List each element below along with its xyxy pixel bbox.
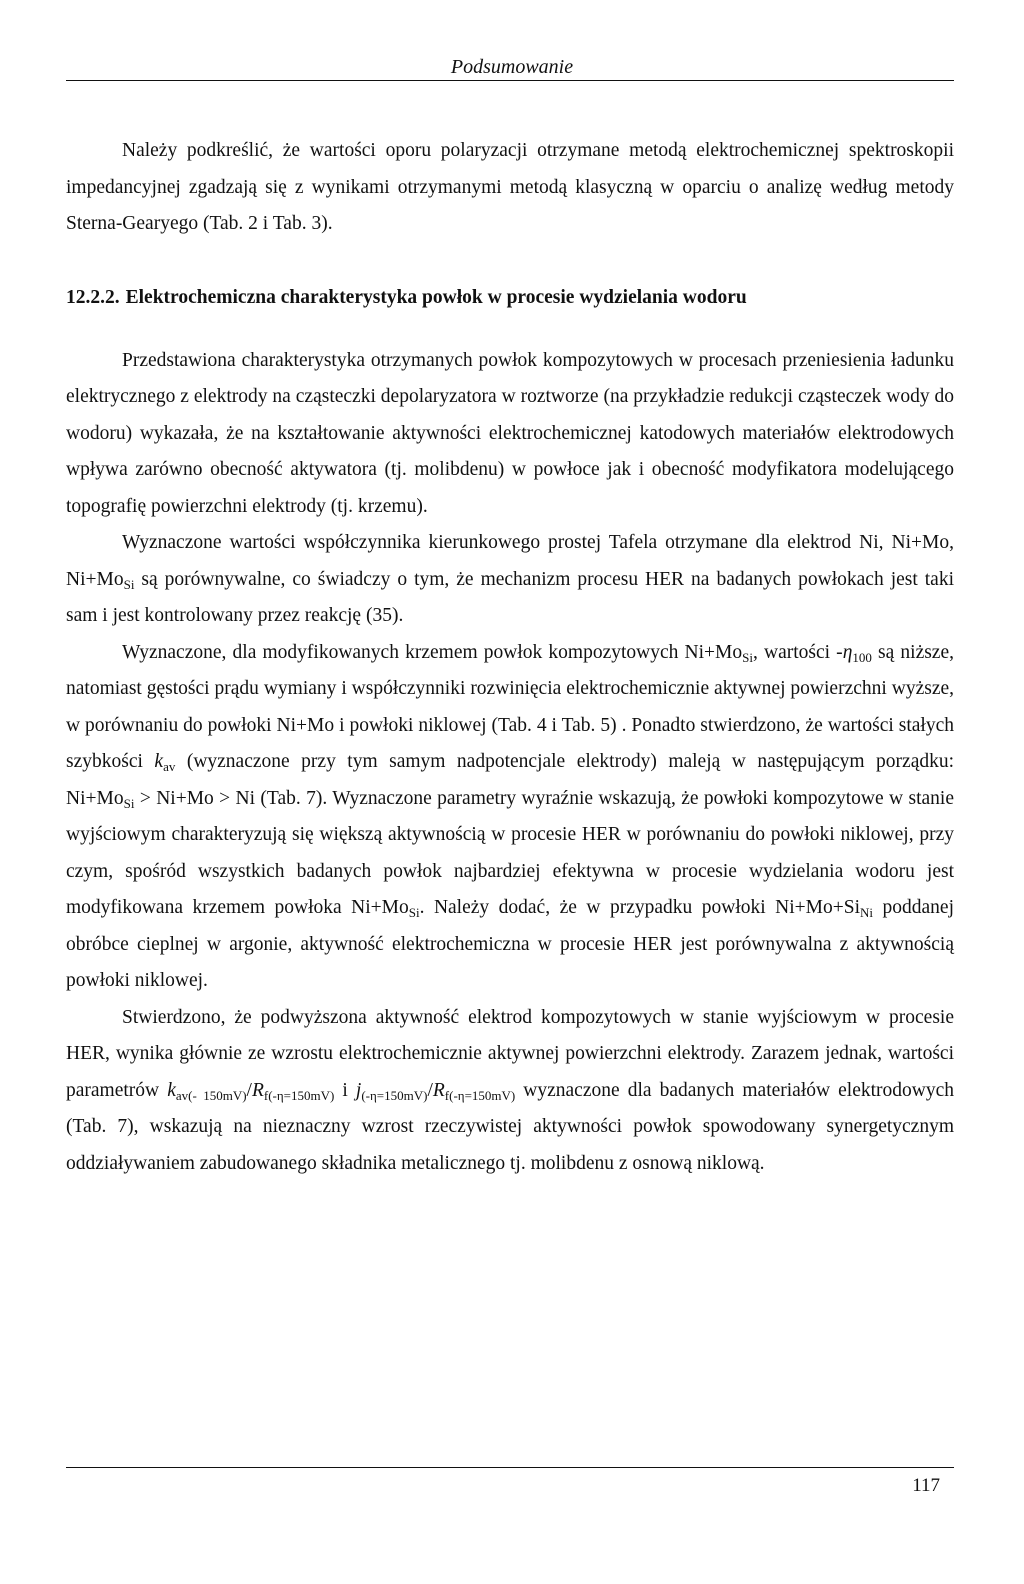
text-run: > Ni+Mo > Ni (Tab. 7). Wyznaczone parametry wyraźnie wskazują, że powłoki kompozytowe w stanie wyjściowym charakteryzują się większą aktywnością w procesie HER w porównaniu do powłoki niklowej, przy czym, spośród wszystkich badanych powłok najbardziej efektywna w procesie wydzielania wodoru jest modyfikowana krzemem powłoka Ni+Mo — [66, 787, 954, 918]
page-number: 117 — [912, 1475, 940, 1496]
page-body — [66, 133, 954, 1182]
symbol-k: k — [154, 751, 164, 772]
subscript: 100 — [852, 649, 872, 665]
text-run: . Należy dodać, że w przypadku powłoki Ni+Mo+Si — [419, 897, 861, 918]
text-run: wyznaczone dla badanych materiałów elektrodowych (Tab. 7), wskazują na nieznaczny wzrost rzeczywistej aktywności powłok spowodowany synergetycznym oddziaływaniem zabudowanego składnika metalicznego tj. molibdenu z osnową niklową. — [66, 1079, 955, 1174]
text-run: i — [334, 1079, 356, 1101]
paragraph-4 — [66, 635, 954, 1000]
subscript: Si — [742, 649, 753, 665]
symbol-r: R — [432, 1079, 445, 1101]
symbol-k: k — [167, 1079, 176, 1101]
text-run: Wyznaczone wartości współczynnika kierunkowego prostej Tafela otrzymane dla elektrod Ni, Ni+Mo, Ni+Mo — [66, 532, 954, 590]
subscript: f(-η=150mV) — [263, 1087, 335, 1103]
subscript: Ni — [860, 905, 874, 920]
footer-rule — [66, 1467, 954, 1468]
subscript: av — [163, 759, 176, 774]
paragraph-5 — [66, 1000, 954, 1183]
text-run: są niższe, natomiast gęstości prądu wymiany i współczynniki rozwinięcia elektrochemicznie aktywnej powierzchni wyższe, w porównaniu do powłoki Ni+Mo i powłoki niklowej (Tab. 4 i Tab. 5) . Ponadto stwierdzono, że wartości stałych szybkości — [66, 641, 954, 772]
symbol-j: j — [355, 1079, 362, 1101]
subscript: Si — [408, 905, 420, 920]
section-title: Elektrochemiczna charakterystyka powłok w procesie wydzielania wodoru — [125, 286, 747, 308]
paragraph-2: Przedstawiona charakterystyka otrzymanych powłok kompozytowych w procesach przeniesienia ładunku elektrycznego z elektrody na cząsteczki depolaryzatora w roztworze (na przykładzie redukcji cząsteczek wody do wodoru) wykazała, że na kształtowanie aktywności elektrochemicznej katodowych materiałów elektrodowych wpływa zarówno obecność aktywatora (tj. molibdenu) w powłoce jak i obecność modyfikatora modelującego topografię powierzchni elektrody (tj. krzemu). — [66, 349, 954, 517]
paragraph-3 — [66, 525, 954, 635]
section-number: 12.2.2. — [66, 286, 120, 308]
text-run: / — [427, 1079, 433, 1101]
symbol-eta: η — [842, 641, 853, 663]
section-heading — [66, 283, 954, 313]
text-run: Stwierdzono, że podwyższona aktywność elektrod kompozytowych w stanie wyjściowym w procesie HER, wynika głównie ze wzrostu elektrochemicznie aktywnej powierzchni elektrody. Zarazem jednak, wartości parametrów — [66, 1006, 954, 1101]
subscript: av(- 150mV) — [175, 1087, 247, 1103]
text-run: są porównywalne, co świadczy o tym, że mechanizm procesu HER na badanych powłokach jest taki sam i jest kontrolowany przez reakcję (35). — [66, 568, 954, 626]
paragraph-1: Należy podkreślić, że wartości oporu polaryzacji otrzymane metodą elektrochemicznej spektroskopii impedancyjnej zgadzają się z wynikami otrzymanymi metodą klasyczną w oparciu o analizę według metody Sterna-Gearyego (Tab. 2 i Tab. 3). — [66, 140, 954, 234]
text-run: poddanej obróbce cieplnej w argonie, aktywność elektrochemiczna w procesie HER jest porównywalna z aktywnością powłoki niklowej. — [66, 897, 954, 991]
subscript: f(-η=150mV) — [444, 1087, 516, 1103]
symbol-r: R — [251, 1079, 264, 1101]
running-head: Podsumowanie — [450, 56, 574, 78]
subscript: Si — [123, 795, 135, 811]
text-run: Wyznaczone, dla modyfikowanych krzemem powłok kompozytowych Ni+Mo — [122, 641, 743, 663]
subscript: (-η=150mV) — [361, 1087, 428, 1103]
text-run: , wartości - — [752, 641, 843, 663]
text-run: (wyznaczone przy tym samym nadpotencjale elektrody) maleją w następującym porządku: Ni+Mo — [66, 751, 955, 809]
subscript: Si — [123, 576, 135, 592]
text-run: / — [246, 1079, 252, 1101]
header-rule — [66, 80, 954, 81]
